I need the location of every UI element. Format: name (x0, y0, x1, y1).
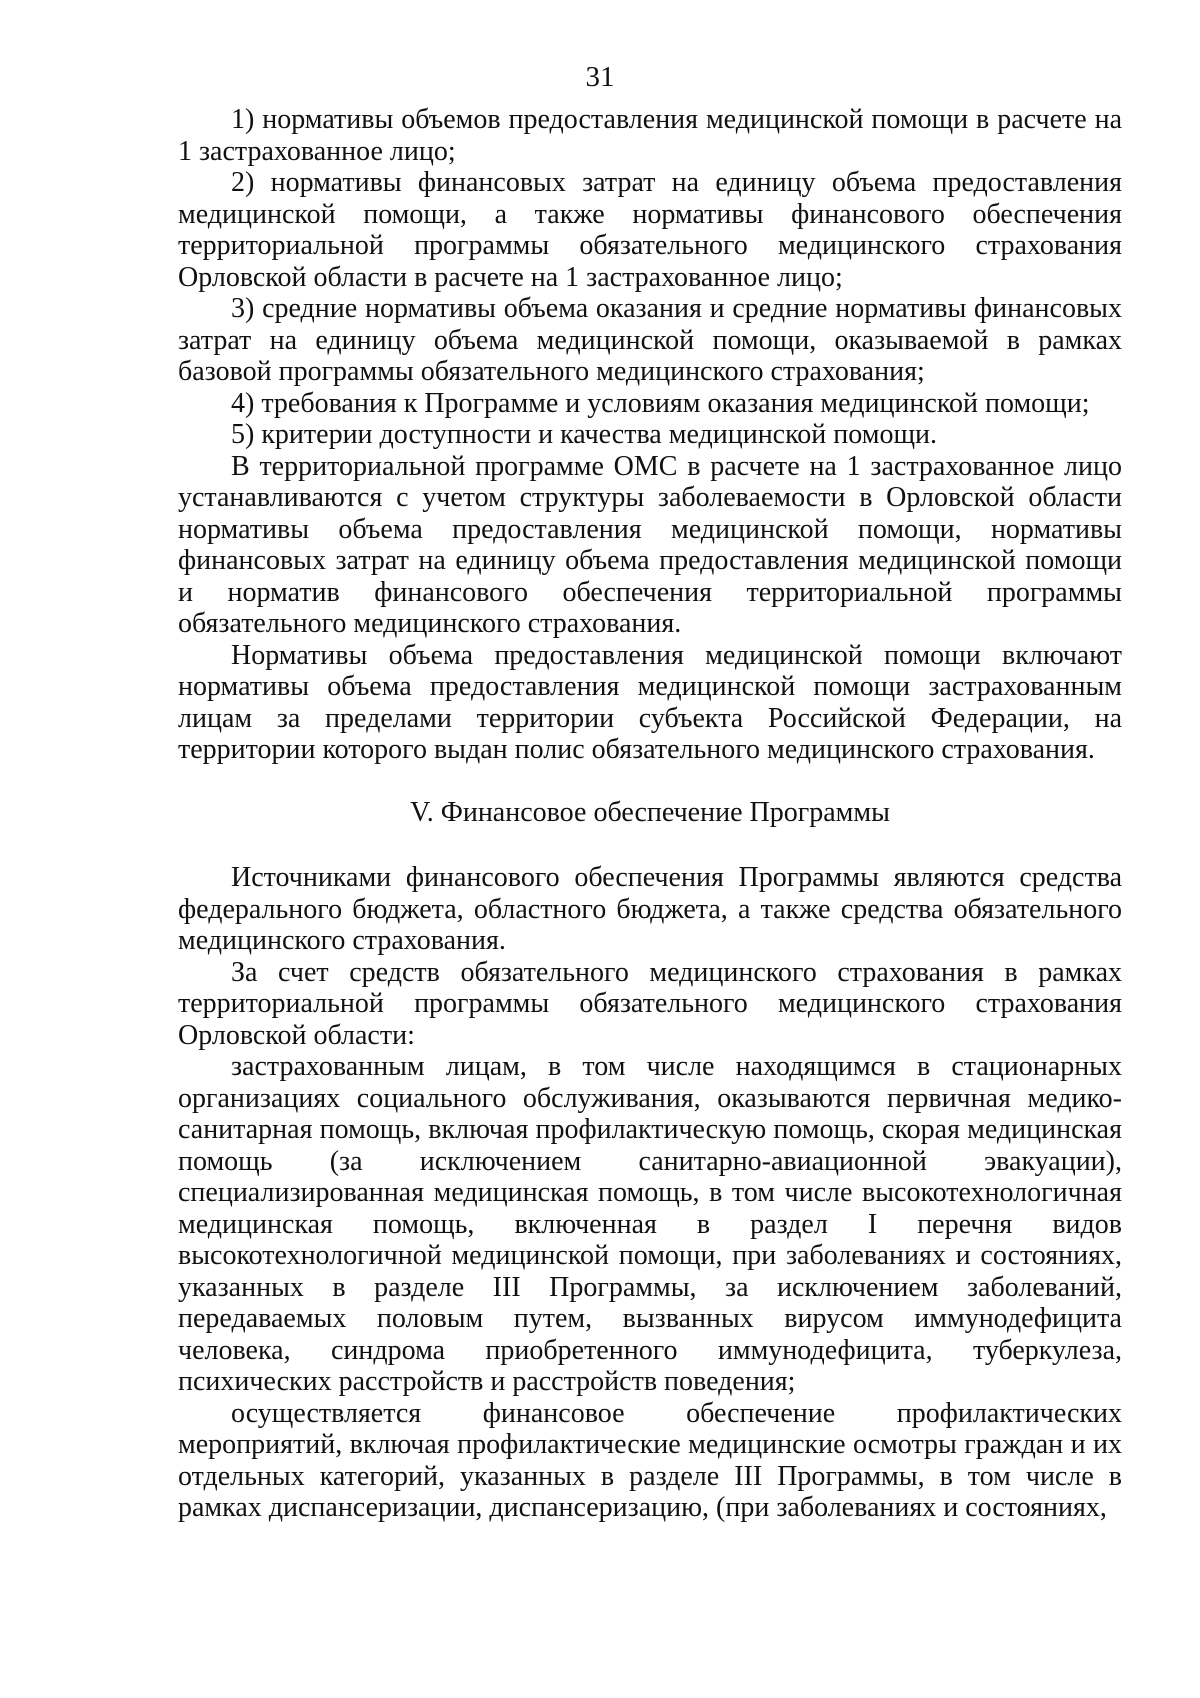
page-number: 31 (585, 61, 615, 93)
paragraph-funding-sources: Источниками финансового обеспечения Программы являются средства федерального бюджета, областного бюджета, а также средства обязательного медицинского страхования. (178, 862, 1122, 956)
section-heading: V. Финансовое обеспечение Программы (410, 796, 890, 828)
paragraph-insured-persons: застрахованным лицам, в том числе находящимся в стационарных организациях социального обслуживания, оказываются первичная медико-санитарная помощь, включая профилактическую помощь, скорая медицинская помощь (за исключением санитарно-авиационной эвакуации), специализированная медицинская помощь, в том числе высокотехнологичная медицинская помощь, включенная в раздел I перечня видов высокотехнологичной медицинской помощи, при заболеваниях и состояниях, указанных в разделе III Программы, за исключением заболеваний, передаваемых половым путем, вызванных вирусом иммунодефицита человека, синдрома приобретенного иммунодефицита, туберкулеза, психических расстройств и расстройств поведения; (178, 1051, 1122, 1397)
paragraph-item-3: 3) средние нормативы объема оказания и средние нормативы финансовых затрат на единицу объема медицинской помощи, оказываемой в рамках базовой программы обязательного медицинского страхования; (178, 293, 1122, 387)
paragraph-item-5: 5) критерии доступности и качества медицинской помощи. (231, 419, 937, 450)
paragraph-item-2: 2) нормативы финансовых затрат на единицу объема предоставления медицинской помощи, а также нормативы финансового обеспечения территориальной программы обязательного медицинского страхования Орловской области в расчете на 1 застрахованное лицо; (178, 167, 1122, 293)
document-body (178, 104, 1122, 1524)
paragraph-oms-norms: В территориальной программе ОМС в расчете на 1 застрахованное лицо устанавливаются с учетом структуры заболеваемости в Орловской области нормативы объема предоставления медицинской помощи, нормативы финансовых затрат на единицу объема предоставления медицинской помощи и норматив финансового обеспечения территориальной программы обязательного медицинского страхования. (178, 450, 1122, 639)
paragraph-oms-funds: За счет средств обязательного медицинского страхования в рамках территориальной программы обязательного медицинского страхования Орловской области: (178, 956, 1122, 1051)
paragraph-item-1: 1) нормативы объемов предоставления медицинской помощи в расчете на 1 застрахованное лицо; (178, 104, 1122, 167)
paragraph-item-4: 4) требования к Программе и условиям оказания медицинской помощи; (231, 387, 1090, 419)
paragraph-volume-norms: Нормативы объема предоставления медицинской помощи включают нормативы объема предоставления медицинской помощи застрахованным лицам за пределами территории субъекта Российской Федерации, на территории которого выдан полис обязательного медицинского страхования. (178, 639, 1122, 765)
paragraph-preventive-measures: осуществляется финансовое обеспечение профилактических мероприятий, включая профилактические медицинские осмотры граждан и их отдельных категорий, указанных в разделе III Программы, в том числе в рамках диспансеризации, диспансеризацию, (при заболеваниях и состояниях, (178, 1397, 1122, 1523)
